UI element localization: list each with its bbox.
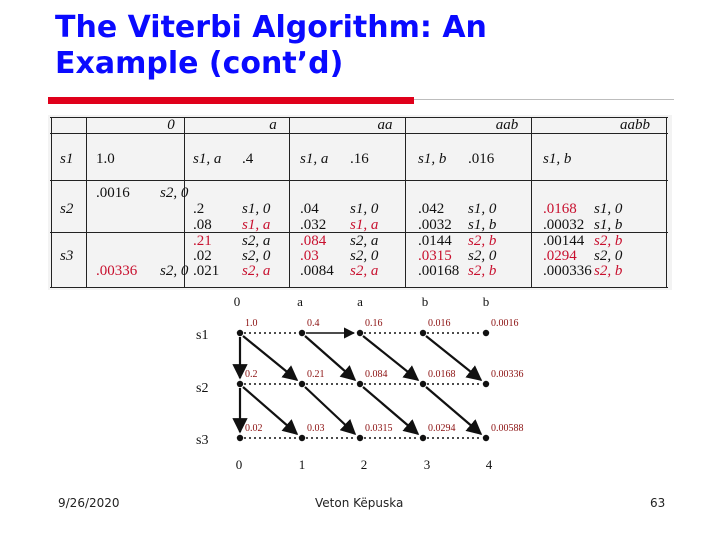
table-cell: .032 [300,217,327,233]
title-line-2: Example (cont’d) [55,46,344,81]
trellis-node-value: 0.0315 [365,423,393,434]
table-row-label: s1 [60,151,74,167]
table-cell: .0144 [418,233,452,249]
table-cell: s1, b [418,151,447,167]
table-cell: s2, b [468,263,497,279]
table-cell: .016 [468,151,495,167]
trellis-node [237,381,243,387]
table-header-cell: aab [495,117,519,133]
table-cell: .02 [193,248,212,264]
trellis-node-value: 0.0016 [491,318,519,329]
table-row-label: s2 [60,201,74,217]
title-line-1: The Viterbi Algorithm: An [55,10,487,45]
table-cell: s2, a [242,263,271,279]
trellis-node-value: 0.016 [428,318,451,329]
trellis-node [483,330,489,336]
table-header-cell: a [269,117,277,133]
trellis-node-value: 0.03 [307,423,325,434]
trellis-node [420,330,426,336]
table-cell: s2, b [468,233,497,249]
table-cell: s2, 0 [242,248,271,264]
trellis-time-step: 4 [485,457,493,472]
table-cell: s2, b [594,233,623,249]
table-cell: .021 [193,263,220,279]
trellis-node [237,435,243,441]
table-cell: .08 [193,217,212,233]
trellis-time-step: 2 [360,457,368,472]
trellis-node-value: 0.00336 [491,369,524,380]
table-cell: s1, b [594,217,623,233]
table-cell: .042 [418,201,445,217]
trellis-time-step: 0 [235,457,243,472]
table-cell: .0315 [418,248,452,264]
table-cell: .21 [193,233,212,249]
table-cell: .0294 [543,248,577,264]
table-cell: s1, 0 [468,201,497,217]
table-header-cell: aa [377,117,393,133]
table-cell: s1, a [242,217,271,233]
table-cell: .00032 [543,217,585,233]
trellis-node [357,381,363,387]
trellis-state-label: s1 [196,328,209,343]
trellis-observation: a [357,294,363,309]
table-header-cell: 0 [167,117,175,133]
trellis-node-value: 0.0294 [428,423,456,434]
trellis-node [483,381,489,387]
trellis-time-step: 1 [298,457,306,472]
table-cell: s2, b [594,263,623,279]
trellis-node-value: 0.16 [365,318,383,329]
footer-author: Veton Këpuska [315,496,404,510]
table-cell: s2, 0 [468,248,497,264]
table-cell: s2, a [350,263,379,279]
table-cell: s2, 0 [594,248,623,264]
trellis-node [237,330,243,336]
table-cell: s2, 0 [160,185,189,201]
trellis-node-value: 0.4 [307,318,320,329]
trellis-node [420,435,426,441]
table-cell: s1, 0 [594,201,623,217]
trellis-node [299,330,305,336]
trellis-time-step: 3 [423,457,431,472]
table-cell: s1, a [193,151,222,167]
footer-date: 9/26/2020 [58,496,120,510]
table-cell: .2 [193,201,205,217]
trellis-node [299,435,305,441]
trellis-observation: 0 [233,294,241,309]
trellis-node-value: 0.00588 [491,423,524,434]
table-cell: .00168 [418,263,460,279]
trellis-node [483,435,489,441]
table-cell: s2, a [242,233,271,249]
trellis-node [420,381,426,387]
table-cell: s1, 0 [242,201,271,217]
table-cell: s1, 0 [350,201,379,217]
trellis-node [357,435,363,441]
table-row-label: s3 [60,248,74,264]
table-cell: s1, a [350,217,379,233]
table-cell: .084 [300,233,327,249]
trellis-observation: b [421,294,429,309]
table-cell: s2, 0 [160,263,189,279]
footer-page-number: 63 [650,496,666,510]
table-cell: .03 [300,248,319,264]
trellis-node-value: 1.0 [245,318,258,329]
trellis-state-label: s2 [196,381,209,396]
table-header-cell: aabb [620,117,650,133]
table-cell: .00336 [96,263,138,279]
trellis-node [299,381,305,387]
table-cell: .0084 [300,263,334,279]
trellis-observation: b [482,294,490,309]
table-cell: .0032 [418,217,452,233]
table-cell: .00144 [543,233,585,249]
trellis-state-label: s3 [196,433,209,448]
table-cell: s2, a [350,233,379,249]
trellis-node-value: 0.21 [307,369,325,380]
trellis-node [357,330,363,336]
table-cell: .04 [300,201,319,217]
table-cell: 1.0 [96,151,115,167]
table-cell: .4 [242,151,254,167]
trellis-node-value: 0.0168 [428,369,456,380]
table-cell: s1, b [468,217,497,233]
table-cell: s1, b [543,151,572,167]
table-cell: s2, 0 [350,248,379,264]
table-cell: .000336 [543,263,592,279]
table-cell: .0016 [96,185,130,201]
trellis-node-value: 0.02 [245,423,263,434]
table-cell: .16 [350,151,369,167]
table-cell: s1, a [300,151,329,167]
table-cell: .0168 [543,201,577,217]
trellis-observation: a [297,294,303,309]
trellis-node-value: 0.084 [365,369,388,380]
trellis-node-value: 0.2 [245,369,258,380]
